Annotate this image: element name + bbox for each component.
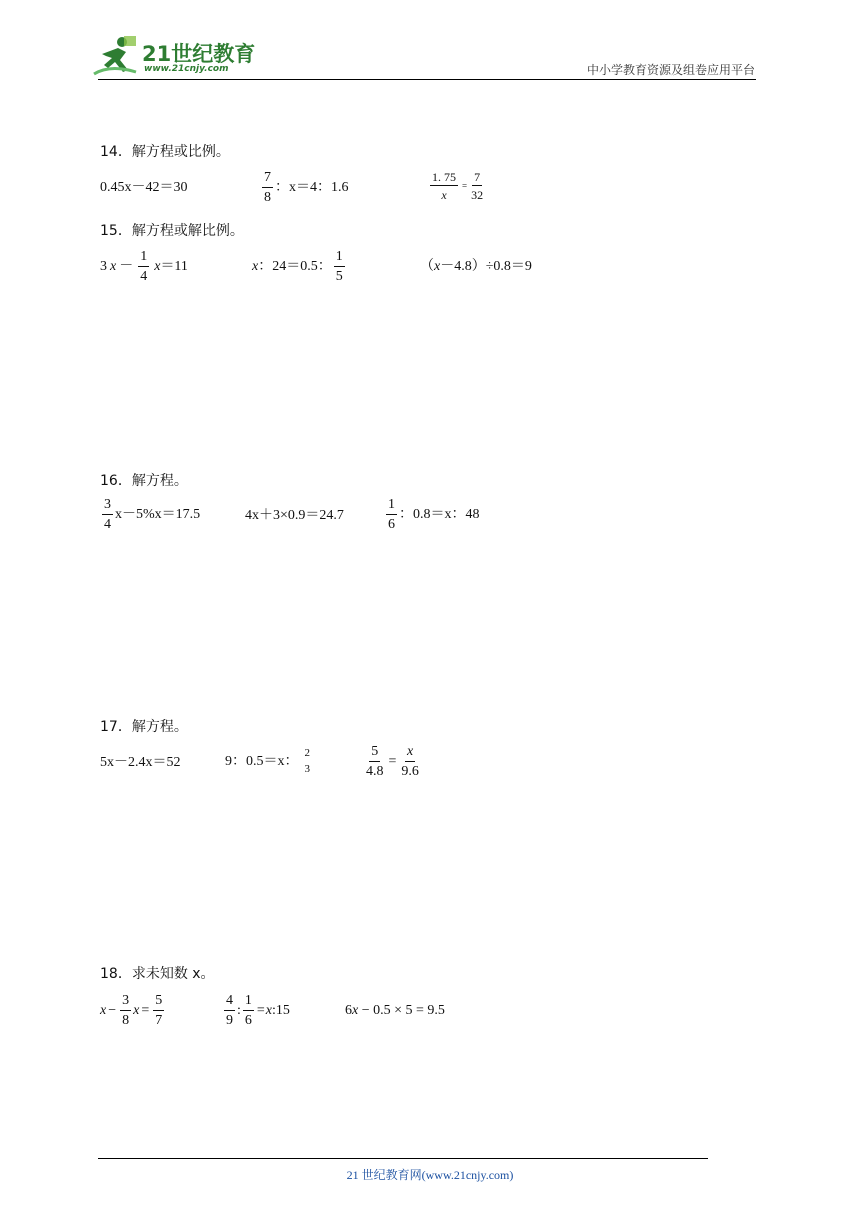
q16-eq1: $\frac{3}{4}$ x－5%x＝17.5 (104, 497, 201, 532)
q18-title: 18．求未知数 x。 (100, 966, 215, 982)
q17-eq3: $\frac{5}{4.8}$ = $\frac{x}{9.6}$ (366, 744, 419, 779)
runner-logo-icon (92, 34, 142, 78)
q17-title: 17．解方程。 (100, 719, 188, 735)
q14-eq1: 0.45x－42＝30 (100, 180, 188, 195)
header-tagline: 中小学教育资源及组卷应用平台 (586, 63, 755, 77)
q15-eq1: 3 x － $\frac{1}{4}$ x ＝11 (100, 249, 188, 284)
logo-url: www.21cnjy.com (144, 64, 229, 74)
q18-eq2: $\frac{4}{9}$ : $\frac{1}{6}$ = x :15 (226, 993, 290, 1028)
q16-title: 16．解方程。 (100, 473, 188, 489)
q15-title: 15．解方程或解比例。 (100, 223, 244, 239)
site-logo (92, 34, 262, 82)
q14-title: 14．解方程或比例。 (100, 144, 230, 160)
footer-link[interactable]: 21 世纪教育网(www.21cnjy.com) (346, 1168, 514, 1182)
q14-eq2: $\frac{7}{8}$ ：x＝4：1.6 (264, 170, 349, 205)
q18-eq3: 6 x − 0.5 × 5 = 9.5 (345, 1003, 445, 1018)
q15-eq3: （ x －4.8）÷0.8＝9 (420, 259, 532, 274)
q17-eq1: 5x－2.4x＝52 (100, 755, 181, 770)
q18-eq1: x − $\frac{3}{8}$ x = $\frac{5}{7}$ (100, 993, 163, 1028)
q16-eq3: $\frac{1}{6}$ ：0.8＝x：48 (388, 497, 480, 532)
footer-divider (98, 1158, 708, 1159)
header-divider (98, 79, 756, 80)
q16-eq2: 4x＋3×0.9＝24.7 (245, 508, 344, 523)
q17-eq2: 9：0.5＝x： 2 3 (225, 747, 310, 775)
logo-text: 21世纪教育 (142, 42, 256, 66)
q15-eq2: x ：24＝0.5： $\frac{1}{5}$ (252, 249, 343, 284)
q14-eq3: $\frac{1. 75}{x}$ = $\frac{7}{32}$ (432, 170, 484, 202)
